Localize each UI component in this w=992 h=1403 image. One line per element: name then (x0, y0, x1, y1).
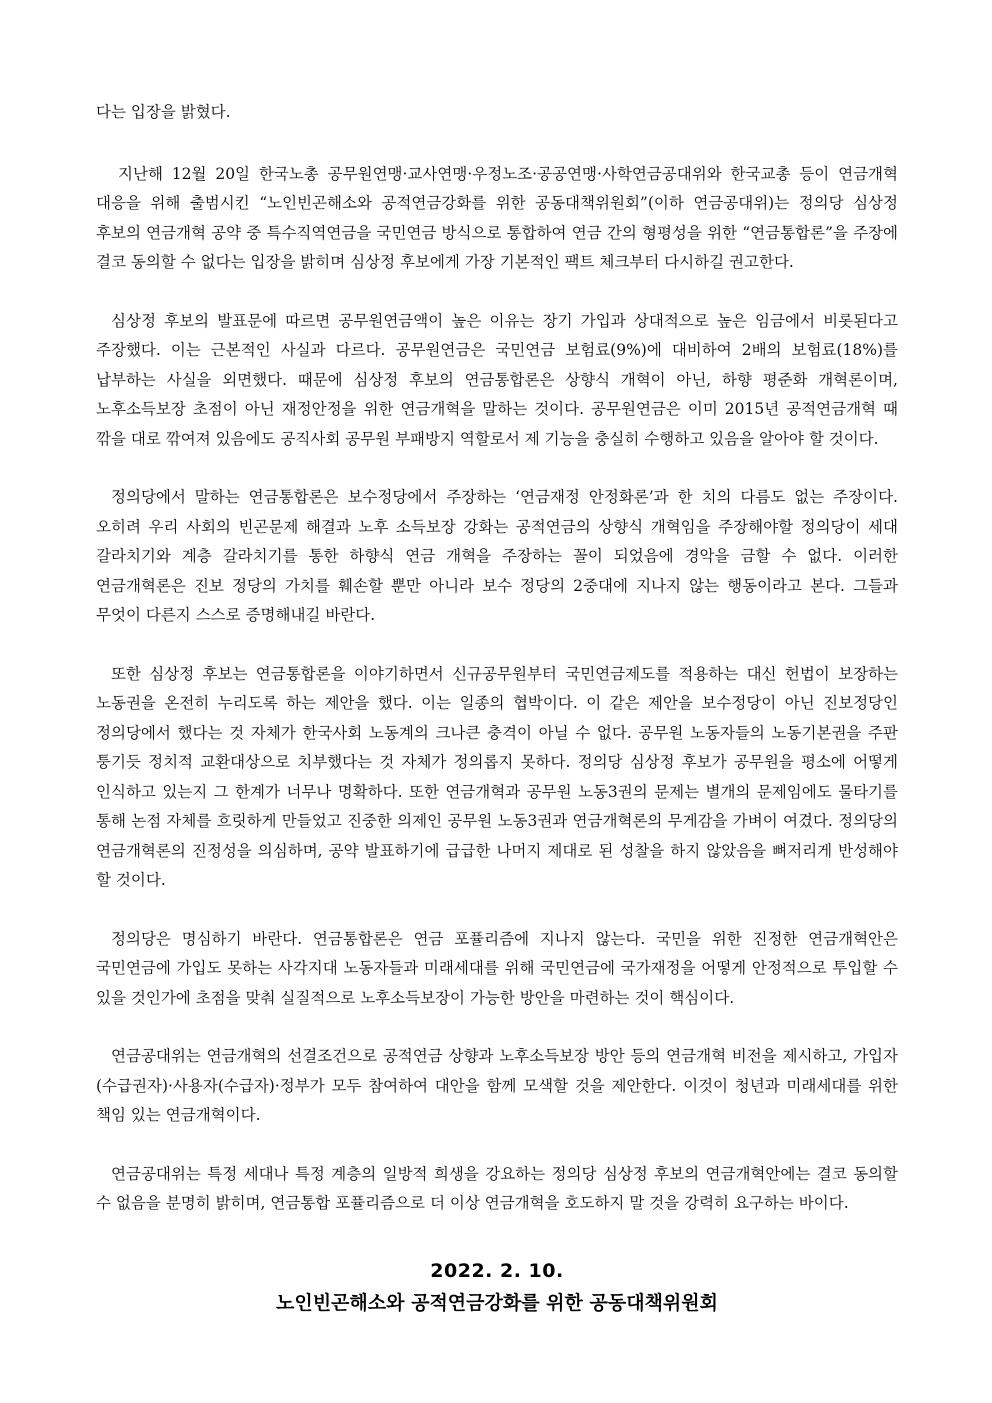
paragraph-proposal: 연금공대위는 연금개혁의 선결조건으로 공적연금 상향과 노후소득보장 방안 등의 연금개혁 비전을 제시하고, 가입자(수급권자)·사용자(수급자)·정부가 모두 참여하여 대안을 함께 모색할 것을 제안한다. 이것이 청년과 미래세대를 위한 책임 있는 연금개혁이다. (96, 1047, 898, 1124)
paragraph-intro: 지난해 12월 20일 한국노총 공무원연맹·교사연맹·우정노조·공공연맹·사학연금공대위와 한국교총 등이 연금개혁 대응을 위해 출범시킨 “노인빈곤해소와 공적연금강화를 위한 공동대책위원회”(이하 연금공대위)는 정의당 심상정 후보의 연금개혁 공약 중 특수직역연금을 국민연금 방식으로 통합하여 연금 간의 형평성을 위한 “연금통합론”을 주장에 결코 동의할 수 없다는 입장을 밝히며 심상정 후보에게 가장 기본적인 팩트 체크부터 다시하길 권고한다. (96, 164, 898, 271)
paragraph-continuation: 다는 입장을 밝혔다. (96, 103, 231, 121)
document-body (96, 98, 898, 1248)
paragraph-labor-rights: 또한 심상정 후보는 연금통합론을 이야기하면서 신규공무원부터 국민연금제도를 적용하는 대신 헌법이 보장하는 노동권을 온전히 누리도록 하는 제안을 했다. 이는 일종의 협박이다. 이 같은 제안을 보수정당이 아닌 진보정당인 정의당에서 했다는 것 자체가 한국사회 노동계의 크나큰 충격이 아닐 수 없다. 공무원 노동자들의 노동기본권을 주판 퉁기듯 정치적 교환대상으로 치부했다는 것 자체가 정의롭지 못하다. 정의당 심상정 후보가 공무원을 평소에 어떻게 인식하고 있는지 그 한계가 너무나 명확하다. 또한 연금개혁과 공무원 노동3권의 문제는 별개의 문제임에도 물타기를 통해 논점 자체를 흐릿하게 만들었고 진중한 의제인 공무원 노동3권과 연금개혁론의 무게감을 가벼이 여겼다. 정의당의 연금개혁론의 진정성을 의심하며, 공약 발표하기에 급급한 나머지 제대로 된 성찰을 하지 않았음을 뼈저리게 반성해야 할 것이다. (96, 664, 898, 889)
paragraph-conclusion: 연금공대위는 특정 세대나 특정 계층의 일방적 희생을 강요하는 정의당 심상정 후보의 연금개혁안에는 결코 동의할 수 없음을 분명히 밝히며, 연금통합 포퓰리즘으로 더 이상 연금개혁을 호도하지 말 것을 강력히 요구하는 바이다. (96, 1164, 898, 1212)
signature-date: 2022. 2. 10. (430, 1260, 564, 1282)
paragraph-populism: 정의당은 명심하기 바란다. 연금통합론은 연금 포퓰리즘에 지나지 않는다. 국민을 위한 진정한 연금개혁안은 국민연금에 가입도 못하는 사각지대 노동자들과 미래세대를 위해 국민연금에 국가재정을 어떻게 안정적으로 투입할 수 있을 것인가에 초점을 맞춰 실질적으로 노후소득보장이 가능한 방안을 마련하는 것이 핵심이다. (96, 929, 898, 1007)
paragraph-integration-critique: 정의당에서 말하는 연금통합론은 보수정당에서 주장하는 ‘연금재정 안정화론’과 한 치의 다름도 없는 주장이다. 오히려 우리 사회의 빈곤문제 해결과 노후 소득보장 강화는 공적연금의 상향식 개혁임을 주장해야할 정의당이 세대 갈라치기와 계층 갈라치기를 통한 하향식 연금 개혁을 주장하는 꼴이 되었음에 경악을 금할 수 없다. 이러한 연금개혁론은 진보 정당의 가치를 훼손할 뿐만 아니라 보수 정당의 2중대에 지나지 않는 행동이라고 본다. 그들과 무엇이 다른지 스스로 증명해내길 바란다. (96, 488, 898, 624)
signature-organization: 노인빈곤해소와 공적연금강화를 위한 공동대책위원회 (276, 1292, 718, 1314)
signature-block (96, 1255, 898, 1319)
paragraph-pension-claim: 심상정 후보의 발표문에 따르면 공무원연금액이 높은 이유는 장기 가입과 상대적으로 높은 임금에서 비롯된다고 주장했다. 이는 근본적인 사실과 다르다. 공무원연금은 국민연금 보험료(9%)에 대비하여 2배의 보험료(18%)를 납부하는 사실을 외면했다. 때문에 심상정 후보의 연금통합론은 상향식 개혁이 아닌, 하향 평준화 개혁론이며, 노후소득보장 초점이 아닌 재정안정을 위한 연금개혁을 말하는 것이다. 공무원연금은 이미 2015년 공적연금개혁 때 깎을 대로 깎여져 있음에도 공직사회 공무원 부패방지 역할로서 제 기능을 충실히 수행하고 있음을 알아야 할 것이다. (96, 311, 898, 448)
